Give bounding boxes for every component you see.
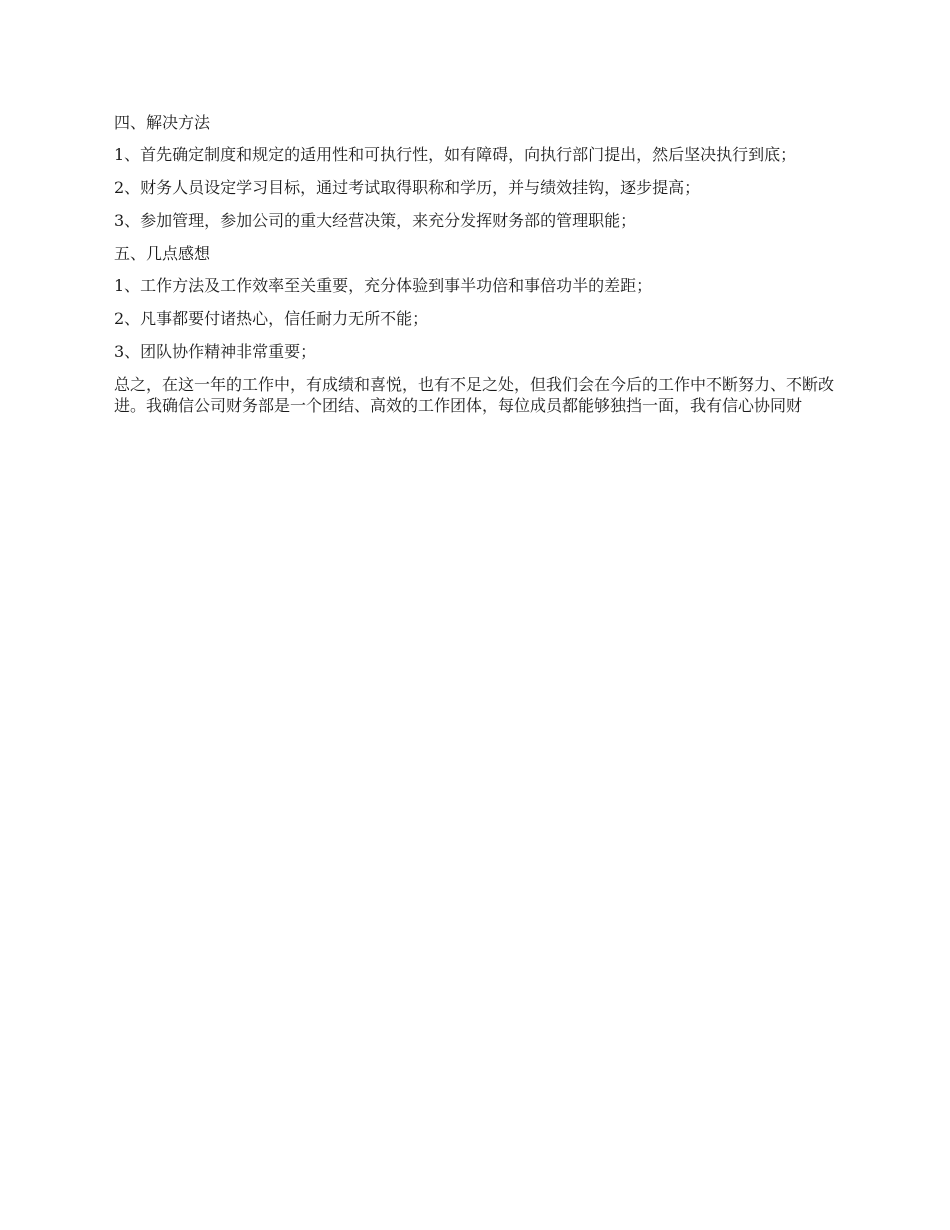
solution-item-2: 2、财务人员设定学习目标，通过考试取得职称和学历，并与绩效挂钩，逐步提高； xyxy=(114,178,701,197)
reflection-item-3: 3、团队协作精神非常重要； xyxy=(114,342,317,361)
solution-item-1: 1、首先确定制度和规定的适用性和可执行性，如有障碍，向执行部门提出，然后坚决执行到底； xyxy=(114,145,797,164)
section-heading-solutions: 四、解决方法 xyxy=(114,113,211,132)
reflection-item-2: 2、凡事都要付诸热心，信任耐力无所不能； xyxy=(114,309,429,328)
section-heading-reflections: 五、几点感想 xyxy=(114,244,211,263)
reflection-item-1: 1、工作方法及工作效率至关重要，充分体验到事半功倍和事倍功半的差距； xyxy=(114,276,653,295)
solution-item-3: 3、参加管理，参加公司的重大经营决策，来充分发挥财务部的管理职能； xyxy=(114,211,637,230)
document-body xyxy=(114,112,844,428)
conclusion-paragraph: 总之，在这一年的工作中，有成绩和喜悦，也有不足之处，但我们会在今后的工作中不断努力、不断改进。我确信公司财务部是一个团结、高效的工作团体，每位成员都能够独挡一面，我有信心协同财 xyxy=(114,375,835,415)
